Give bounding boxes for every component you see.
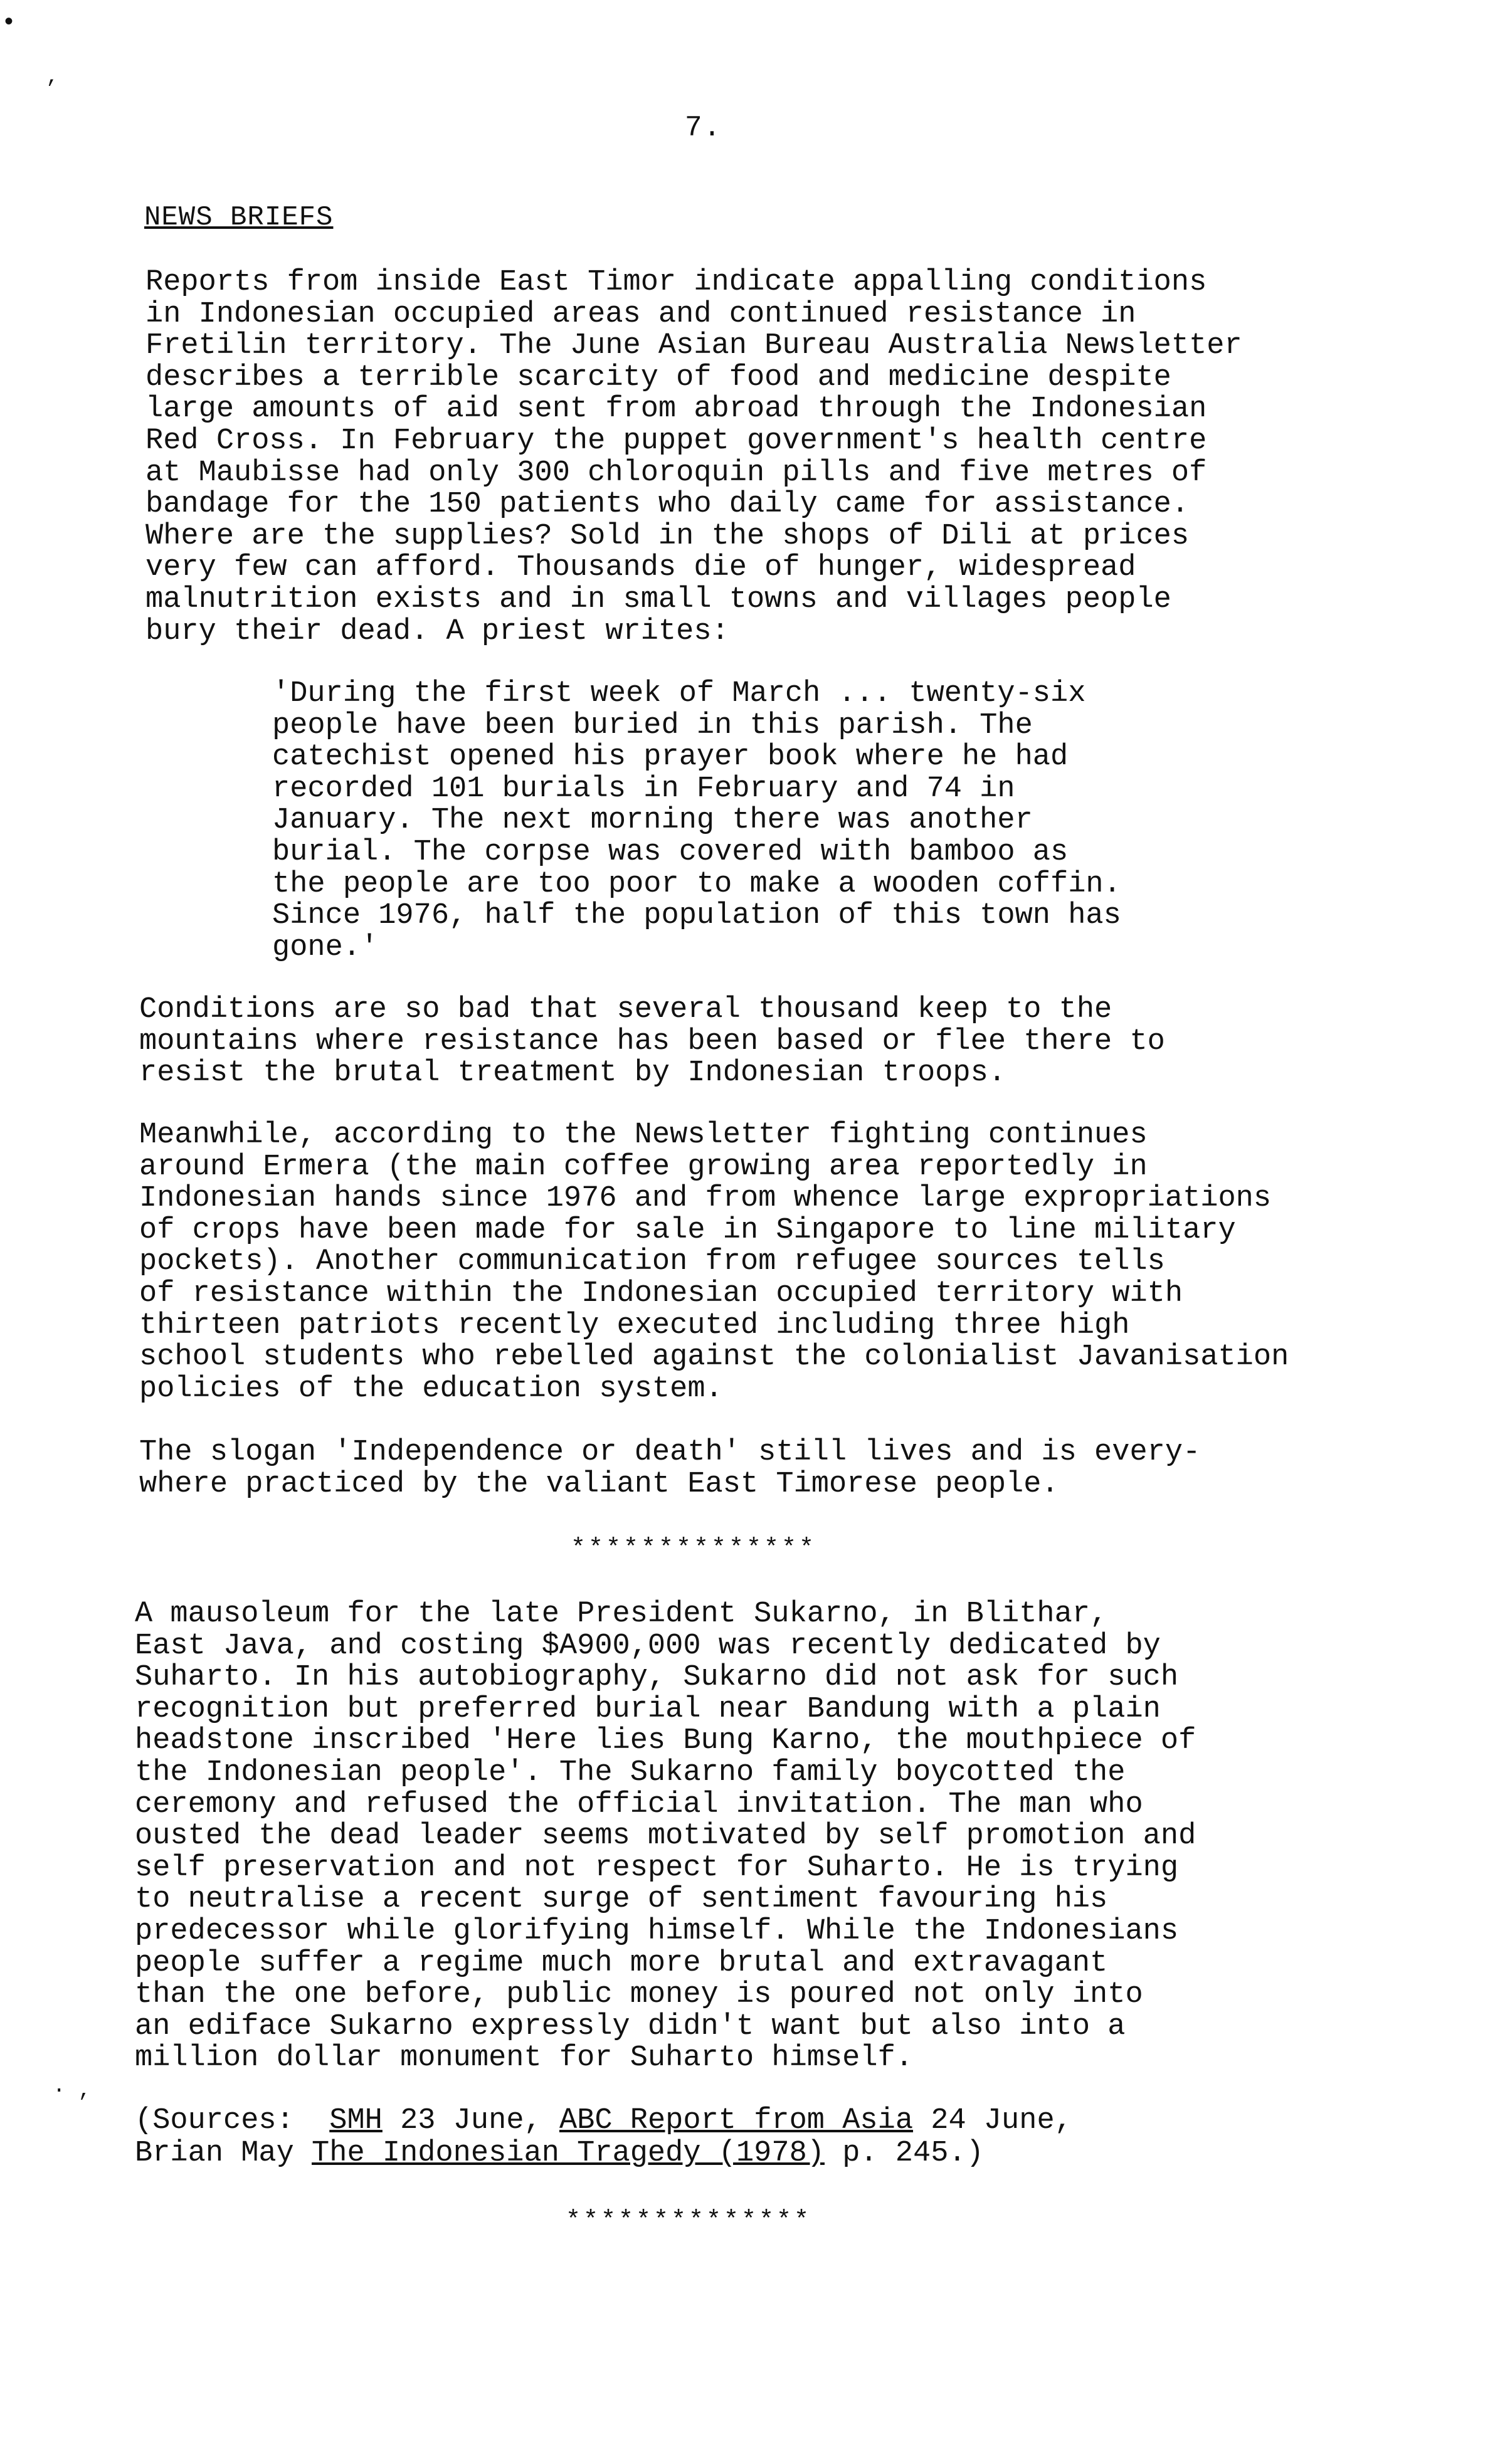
sources-lead: (Sources: (135, 2104, 330, 2137)
source-abc-date: 24 June, (913, 2104, 1072, 2137)
sources-citation (135, 2105, 1072, 2170)
paragraph-east-timor-conditions: Reports from inside East Timor indicate appalling conditions in Indonesian occupied areas and continued resistance in Fretilin territory. The June Asian Bureau Australia Newsletter describes a terrible scarcity of food and medicine despite large amounts of aid sent from abroad through the Indonesian Red Cross. In February the puppet government's health centre at Maubisse had only 300 chloroquin pills and five metres of bandage for the 150 patients who daily came for assistance. Where are the supplies? Sold in the shops of Dili at prices very few can afford. Thousands die of hunger, widespread malnutrition exists and in small towns and villages people bury their dead. A priest writes: (145, 266, 1242, 648)
scan-tick-mark-bottom: · , (53, 2079, 92, 2103)
footer-separator: ************** (566, 2207, 812, 2235)
source-abc-report: ABC Report from Asia (559, 2104, 914, 2137)
scan-tick-mark-top: ‚ (45, 65, 58, 89)
section-heading: NEWS BRIEFS (144, 202, 334, 233)
source-book-page: p. 245.) (824, 2137, 984, 2170)
source-book-title: The Indonesian Tragedy (1978) (312, 2137, 825, 2170)
section-separator: ************** (571, 1535, 817, 1563)
priest-quote: 'During the first week of March ... twenty-six people have been buried in this parish. The catechist opened his prayer book where he had recorded 101 burials in February and 74 in January. The next morning there was another burial. The corpse was covered with bamboo as the people are too poor to make a wooden coffin. Since 1976, half the population of this town has gone.' (272, 677, 1121, 964)
scan-dot-mark: • (1, 9, 17, 38)
source-smh-date: 23 June, (382, 2104, 559, 2137)
source-smh: SMH (329, 2104, 383, 2137)
paragraph-ermera-fighting: Meanwhile, according to the Newsletter fighting continues around Ermera (the main coffee growing area reportedly in Indonesian hands since 1976 and from whence large expropriations of crops have been made for sale in Singapore to line military pockets). Another communication from refugee sources tells of resistance within the Indonesian occupied territory with thirteen patriots recently executed including three high school students who rebelled against the colonialist Javanisation policies of the education system. (139, 1119, 1289, 1406)
paragraph-sukarno-mausoleum: A mausoleum for the late President Sukarno, in Blithar, East Java, and costing $A900,000 was recently dedicated by Suharto. In his autobiography, Sukarno did not ask for such recognition but preferred burial near Bandung with a plain headstone inscribed 'Here lies Bung Karno, the mouthpiece of the Indonesian people'. The Sukarno family boycotted the ceremony and refused the official invitation. The man who ousted the dead leader seems motivated by self promotion and self preservation and not respect for Suharto. He is trying to neutralise a recent surge of sentiment favouring his predecessor while glorifying himself. While the Indonesians people suffer a regime much more brutal and extravagant than the one before, public money is poured not only into an ediface Sukarno expressly didn't want but also into a million dollar monument for Suharto himself. (135, 1598, 1196, 2075)
page-number: 7. (685, 112, 722, 144)
source-author: Brian May (135, 2137, 312, 2170)
paragraph-independence-slogan: The slogan 'Independence or death' still lives and is every- where practiced by the valiant East Timorese people. (139, 1436, 1201, 1501)
paragraph-mountain-resistance: Conditions are so bad that several thousand keep to the mountains where resistance has been based or flee there to resist the brutal treatment by Indonesian troops. (139, 993, 1165, 1090)
